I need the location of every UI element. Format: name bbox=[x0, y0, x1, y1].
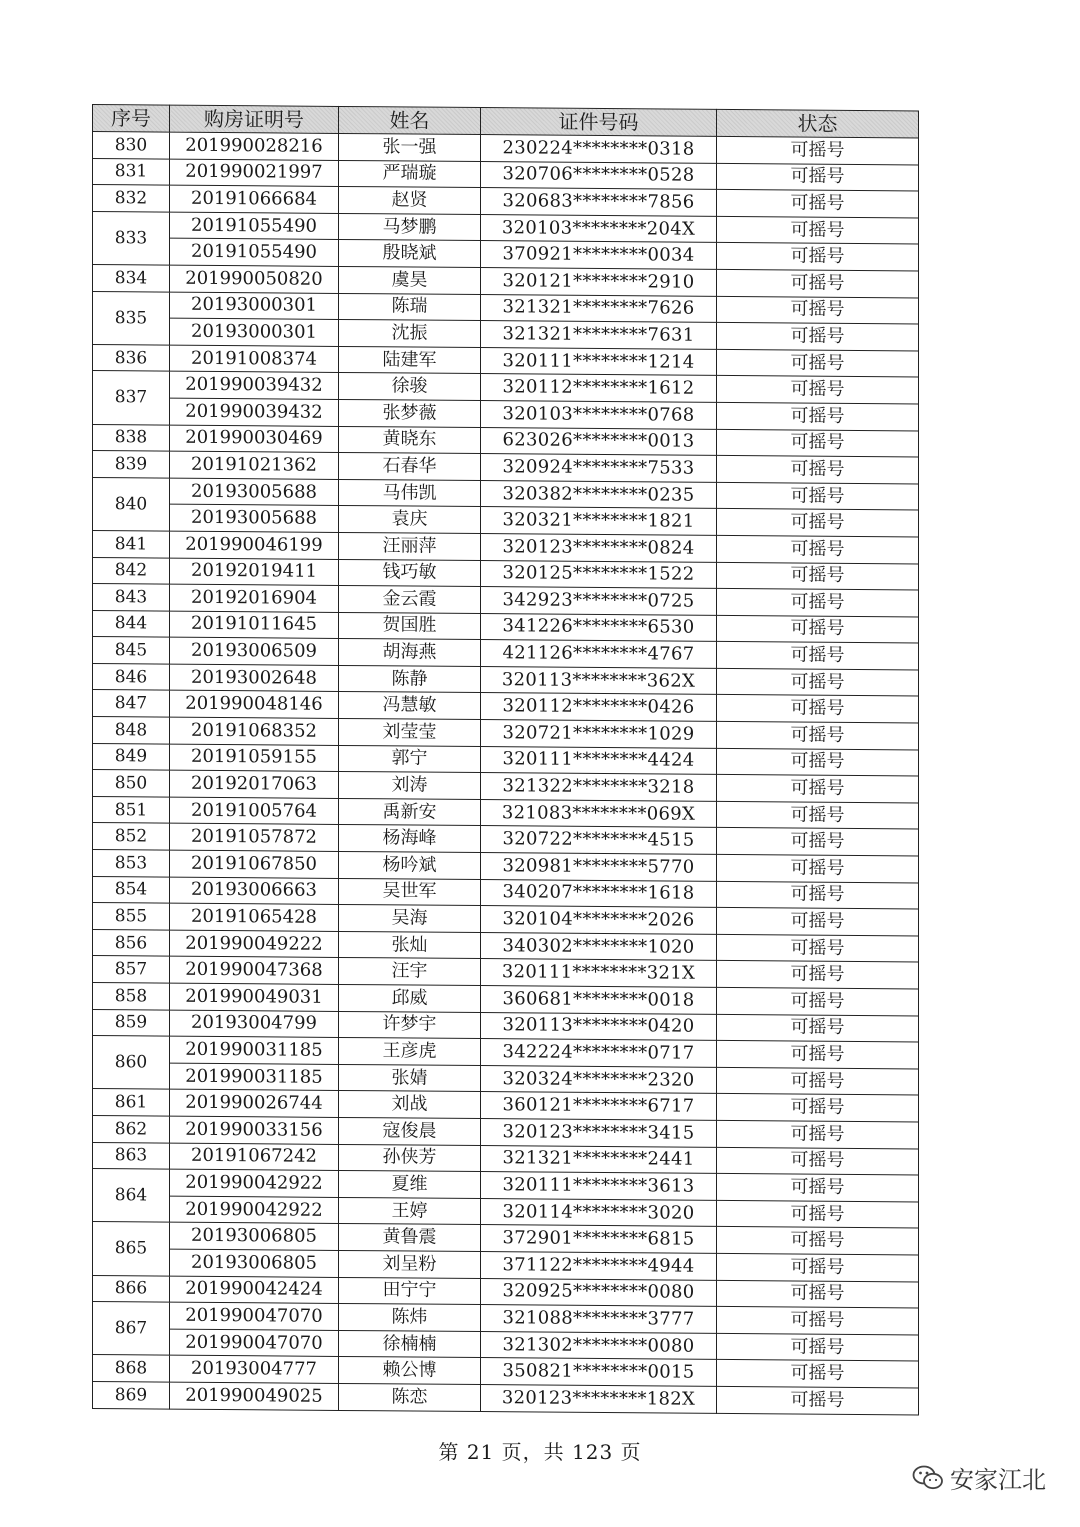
cell-cert-no: 201990047368 bbox=[170, 957, 339, 985]
cell-cert-no: 20193006805 bbox=[170, 1249, 339, 1277]
cell-cert-no: 20191011645 bbox=[170, 611, 339, 639]
cell-status: 可摇号 bbox=[717, 509, 919, 537]
header-seq: 序号 bbox=[93, 105, 170, 133]
cell-id-no: 320924********7533 bbox=[481, 454, 717, 482]
cell-status: 可摇号 bbox=[717, 775, 919, 803]
cell-name: 陈恋 bbox=[339, 1383, 481, 1411]
cell-seq: 853 bbox=[93, 850, 170, 877]
cell-id-no: 350821********0015 bbox=[481, 1358, 717, 1386]
cell-id-no: 342224********0717 bbox=[481, 1039, 717, 1067]
cell-name: 陆建军 bbox=[339, 346, 481, 374]
cell-id-no: 320114********3020 bbox=[481, 1198, 717, 1226]
cell-seq: 856 bbox=[93, 929, 170, 956]
cell-cert-no: 20191005764 bbox=[170, 797, 339, 825]
cell-cert-no: 20193004799 bbox=[170, 1010, 339, 1038]
cell-id-no: 320112********0426 bbox=[481, 693, 717, 721]
cell-status: 可摇号 bbox=[717, 1174, 919, 1202]
cell-status: 可摇号 bbox=[717, 588, 919, 616]
cell-name: 杨吟斌 bbox=[339, 851, 481, 879]
cell-cert-no: 201990042424 bbox=[170, 1276, 339, 1304]
applicant-table bbox=[92, 104, 919, 1415]
cell-id-no: 320706********0528 bbox=[481, 161, 717, 189]
cell-id-no: 360121********6717 bbox=[481, 1092, 717, 1120]
cell-cert-no: 201990039432 bbox=[170, 371, 339, 399]
cell-cert-no: 20191067242 bbox=[170, 1143, 339, 1171]
cell-id-no: 321322********3218 bbox=[481, 773, 717, 801]
cell-cert-no: 201990031185 bbox=[170, 1036, 339, 1064]
cell-seq: 859 bbox=[93, 1009, 170, 1036]
cell-id-no: 320125********1522 bbox=[481, 560, 717, 588]
cell-cert-no: 20191066684 bbox=[170, 185, 339, 213]
cell-status: 可摇号 bbox=[717, 216, 919, 244]
cell-status: 可摇号 bbox=[717, 695, 919, 723]
cell-seq: 860 bbox=[93, 1036, 170, 1090]
cell-name: 黄晓东 bbox=[339, 426, 481, 454]
cell-seq: 836 bbox=[93, 344, 170, 371]
cell-id-no: 320123********0824 bbox=[481, 533, 717, 561]
cell-cert-no: 20193000301 bbox=[170, 292, 339, 320]
cell-id-no: 320382********0235 bbox=[481, 480, 717, 508]
cell-cert-no: 201990049222 bbox=[170, 930, 339, 958]
cell-cert-no: 20193006805 bbox=[170, 1222, 339, 1250]
cell-cert-no: 201990046199 bbox=[170, 531, 339, 559]
cell-name: 禹新安 bbox=[339, 798, 481, 826]
wechat-icon bbox=[912, 1464, 944, 1492]
cell-name: 袁庆 bbox=[339, 506, 481, 534]
cell-id-no: 320111********1214 bbox=[481, 347, 717, 375]
cell-cert-no: 201990049025 bbox=[170, 1382, 339, 1410]
cell-status: 可摇号 bbox=[717, 642, 919, 670]
cell-status: 可摇号 bbox=[717, 402, 919, 430]
header-name: 姓名 bbox=[339, 106, 481, 134]
cell-cert-no: 201990042922 bbox=[170, 1196, 339, 1224]
cell-name: 黄鲁震 bbox=[339, 1224, 481, 1252]
cell-seq: 848 bbox=[93, 717, 170, 744]
table-row bbox=[93, 1381, 919, 1414]
cell-name: 孙侠芳 bbox=[339, 1144, 481, 1172]
cell-cert-no: 201990021997 bbox=[170, 159, 339, 187]
cell-status: 可摇号 bbox=[717, 243, 919, 271]
cell-name: 钱巧敏 bbox=[339, 559, 481, 587]
cell-cert-no: 20193006509 bbox=[170, 637, 339, 665]
cell-name: 吴海 bbox=[339, 905, 481, 933]
cell-seq: 831 bbox=[93, 158, 170, 185]
cell-name: 沈振 bbox=[339, 320, 481, 348]
cell-status: 可摇号 bbox=[717, 1227, 919, 1255]
cell-id-no: 623026********0013 bbox=[481, 427, 717, 455]
cell-id-no: 371122********4944 bbox=[481, 1251, 717, 1279]
cell-status: 可摇号 bbox=[717, 1360, 919, 1388]
header-id-no: 证件号码 bbox=[481, 108, 717, 137]
cell-id-no: 340302********1020 bbox=[481, 932, 717, 960]
cell-seq: 854 bbox=[93, 876, 170, 903]
cell-cert-no: 20191055490 bbox=[170, 212, 339, 240]
cell-seq: 863 bbox=[93, 1142, 170, 1169]
cell-cert-no: 20191057872 bbox=[170, 824, 339, 852]
cell-name: 吴世军 bbox=[339, 878, 481, 906]
cell-status: 可摇号 bbox=[717, 1307, 919, 1335]
cell-status: 可摇号 bbox=[717, 934, 919, 962]
cell-status: 可摇号 bbox=[717, 296, 919, 324]
cell-seq: 841 bbox=[93, 530, 170, 557]
cell-name: 王彦虎 bbox=[339, 1038, 481, 1066]
cell-id-no: 320103********204X bbox=[481, 214, 717, 242]
cell-status: 可摇号 bbox=[717, 1200, 919, 1228]
cell-name: 刘涛 bbox=[339, 772, 481, 800]
cell-name: 寇俊晨 bbox=[339, 1117, 481, 1145]
watermark-text: 安家江北 bbox=[950, 1466, 1046, 1494]
cell-id-no: 340207********1618 bbox=[481, 879, 717, 907]
cell-name: 张一强 bbox=[339, 133, 481, 161]
cell-id-no: 320121********2910 bbox=[481, 268, 717, 296]
cell-status: 可摇号 bbox=[717, 456, 919, 484]
cell-name: 王婷 bbox=[339, 1197, 481, 1225]
cell-status: 可摇号 bbox=[717, 721, 919, 749]
cell-seq: 852 bbox=[93, 823, 170, 850]
cell-seq: 845 bbox=[93, 637, 170, 664]
watermark bbox=[912, 1460, 1046, 1495]
cell-name: 邱威 bbox=[339, 984, 481, 1012]
cell-status: 可摇号 bbox=[717, 269, 919, 297]
cell-status: 可摇号 bbox=[717, 1147, 919, 1175]
cell-status: 可摇号 bbox=[717, 1253, 919, 1281]
cell-cert-no: 20192019411 bbox=[170, 558, 339, 586]
cell-cert-no: 20193006663 bbox=[170, 877, 339, 905]
cell-cert-no: 201990028216 bbox=[170, 132, 339, 160]
cell-status: 可摇号 bbox=[717, 1333, 919, 1361]
cell-name: 殷晓斌 bbox=[339, 240, 481, 268]
cell-status: 可摇号 bbox=[717, 615, 919, 643]
cell-cert-no: 20192016904 bbox=[170, 584, 339, 612]
cell-name: 郭宁 bbox=[339, 745, 481, 773]
cell-seq: 862 bbox=[93, 1115, 170, 1142]
cell-id-no: 321321********7626 bbox=[481, 294, 717, 322]
cell-seq: 844 bbox=[93, 610, 170, 637]
cell-status: 可摇号 bbox=[717, 349, 919, 377]
cell-seq: 840 bbox=[93, 477, 170, 531]
cell-name: 刘莹莹 bbox=[339, 718, 481, 746]
cell-id-no: 320981********5770 bbox=[481, 853, 717, 881]
cell-name: 马梦鹏 bbox=[339, 213, 481, 241]
cell-seq: 842 bbox=[93, 557, 170, 584]
table-body bbox=[93, 132, 919, 1415]
cell-cert-no: 20191021362 bbox=[170, 451, 339, 479]
cell-id-no: 320111********4424 bbox=[481, 746, 717, 774]
cell-name: 陈静 bbox=[339, 665, 481, 693]
cell-status: 可摇号 bbox=[717, 1067, 919, 1095]
cell-seq: 832 bbox=[93, 185, 170, 212]
cell-name: 胡海燕 bbox=[339, 639, 481, 667]
header-status: 状态 bbox=[717, 109, 919, 138]
cell-cert-no: 201990050820 bbox=[170, 265, 339, 293]
cell-status: 可摇号 bbox=[717, 1041, 919, 1069]
cell-name: 赵贤 bbox=[339, 187, 481, 215]
cell-status: 可摇号 bbox=[717, 1014, 919, 1042]
cell-status: 可摇号 bbox=[717, 668, 919, 696]
cell-cert-no: 201990042922 bbox=[170, 1169, 339, 1197]
cell-seq: 847 bbox=[93, 690, 170, 717]
cell-name: 张梦薇 bbox=[339, 399, 481, 427]
cell-cert-no: 20191059155 bbox=[170, 744, 339, 772]
cell-status: 可摇号 bbox=[717, 1280, 919, 1308]
cell-id-no: 320104********2026 bbox=[481, 906, 717, 934]
cell-name: 马伟凯 bbox=[339, 479, 481, 507]
cell-seq: 843 bbox=[93, 584, 170, 611]
cell-id-no: 320113********362X bbox=[481, 666, 717, 694]
cell-status: 可摇号 bbox=[717, 961, 919, 989]
cell-status: 可摇号 bbox=[717, 1386, 919, 1414]
cell-cert-no: 201990030469 bbox=[170, 425, 339, 453]
cell-name: 张婧 bbox=[339, 1064, 481, 1092]
cell-status: 可摇号 bbox=[717, 376, 919, 404]
cell-name: 金云霞 bbox=[339, 586, 481, 614]
cell-status: 可摇号 bbox=[717, 163, 919, 191]
cell-cert-no: 201990048146 bbox=[170, 691, 339, 719]
cell-name: 陈瑞 bbox=[339, 293, 481, 321]
cell-cert-no: 201990047070 bbox=[170, 1329, 339, 1357]
cell-name: 汪丽萍 bbox=[339, 532, 481, 560]
cell-id-no: 360681********0018 bbox=[481, 986, 717, 1014]
cell-id-no: 321321********2441 bbox=[481, 1145, 717, 1173]
cell-id-no: 370921********0034 bbox=[481, 241, 717, 269]
cell-cert-no: 20191055490 bbox=[170, 238, 339, 266]
cell-seq: 867 bbox=[93, 1302, 170, 1356]
cell-cert-no: 201990031185 bbox=[170, 1063, 339, 1091]
cell-status: 可摇号 bbox=[717, 562, 919, 590]
cell-name: 严瑞璇 bbox=[339, 160, 481, 188]
cell-cert-no: 20193005688 bbox=[170, 478, 339, 506]
cell-status: 可摇号 bbox=[717, 908, 919, 936]
cell-id-no: 320112********1612 bbox=[481, 374, 717, 402]
cell-cert-no: 20193005688 bbox=[170, 504, 339, 532]
cell-seq: 835 bbox=[93, 291, 170, 345]
cell-id-no: 320721********1029 bbox=[481, 720, 717, 748]
cell-id-no: 320925********0080 bbox=[481, 1278, 717, 1306]
cell-cert-no: 20191065428 bbox=[170, 903, 339, 931]
cell-cert-no: 20193004777 bbox=[170, 1355, 339, 1383]
cell-seq: 846 bbox=[93, 663, 170, 690]
cell-id-no: 321302********0080 bbox=[481, 1331, 717, 1359]
cell-seq: 869 bbox=[93, 1381, 170, 1408]
cell-seq: 855 bbox=[93, 903, 170, 930]
cell-name: 贺国胜 bbox=[339, 612, 481, 640]
cell-status: 可摇号 bbox=[717, 801, 919, 829]
cell-seq: 861 bbox=[93, 1089, 170, 1116]
cell-id-no: 320111********321X bbox=[481, 959, 717, 987]
header-cert-no: 购房证明号 bbox=[170, 105, 339, 133]
cell-seq: 834 bbox=[93, 264, 170, 291]
cell-name: 徐楠楠 bbox=[339, 1330, 481, 1358]
cell-id-no: 320722********4515 bbox=[481, 826, 717, 854]
cell-id-no: 320123********182X bbox=[481, 1384, 717, 1412]
cell-cert-no: 20193002648 bbox=[170, 664, 339, 692]
cell-name: 赖公博 bbox=[339, 1357, 481, 1385]
cell-status: 可摇号 bbox=[717, 482, 919, 510]
cell-cert-no: 201990047070 bbox=[170, 1302, 339, 1330]
cell-status: 可摇号 bbox=[717, 190, 919, 218]
cell-seq: 865 bbox=[93, 1222, 170, 1276]
cell-cert-no: 20191008374 bbox=[170, 345, 339, 373]
cell-status: 可摇号 bbox=[717, 1120, 919, 1148]
cell-seq: 850 bbox=[93, 770, 170, 797]
cell-seq: 868 bbox=[93, 1355, 170, 1382]
cell-id-no: 320111********3613 bbox=[481, 1172, 717, 1200]
cell-id-no: 342923********0725 bbox=[481, 587, 717, 615]
cell-seq: 830 bbox=[93, 132, 170, 159]
cell-cert-no: 201990039432 bbox=[170, 398, 339, 426]
cell-name: 刘战 bbox=[339, 1091, 481, 1119]
cell-seq: 849 bbox=[93, 743, 170, 770]
cell-name: 夏维 bbox=[339, 1171, 481, 1199]
cell-cert-no: 20193000301 bbox=[170, 318, 339, 346]
cell-seq: 839 bbox=[93, 451, 170, 478]
cell-seq: 858 bbox=[93, 983, 170, 1010]
cell-id-no: 372901********6815 bbox=[481, 1225, 717, 1253]
cell-name: 冯慧敏 bbox=[339, 692, 481, 720]
cell-status: 可摇号 bbox=[717, 1094, 919, 1122]
cell-seq: 864 bbox=[93, 1169, 170, 1223]
cell-seq: 838 bbox=[93, 424, 170, 451]
cell-status: 可摇号 bbox=[717, 535, 919, 563]
cell-id-no: 321088********3777 bbox=[481, 1305, 717, 1333]
cell-id-no: 421126********4767 bbox=[481, 640, 717, 668]
cell-name: 田宁宁 bbox=[339, 1277, 481, 1305]
cell-name: 张灿 bbox=[339, 931, 481, 959]
cell-cert-no: 201990033156 bbox=[170, 1116, 339, 1144]
cell-seq: 866 bbox=[93, 1275, 170, 1302]
cell-name: 虞昊 bbox=[339, 266, 481, 294]
cell-seq: 857 bbox=[93, 956, 170, 983]
cell-id-no: 320123********3415 bbox=[481, 1119, 717, 1147]
cell-name: 许梦宇 bbox=[339, 1011, 481, 1039]
cell-name: 徐骏 bbox=[339, 373, 481, 401]
cell-name: 杨海峰 bbox=[339, 825, 481, 853]
cell-status: 可摇号 bbox=[717, 987, 919, 1015]
page-footer: 第 21 页，共 123 页 bbox=[438, 1440, 642, 1464]
cell-status: 可摇号 bbox=[717, 881, 919, 909]
cell-cert-no: 201990026744 bbox=[170, 1089, 339, 1117]
cell-seq: 833 bbox=[93, 211, 170, 265]
cell-id-no: 320324********2320 bbox=[481, 1065, 717, 1093]
cell-id-no: 321083********069X bbox=[481, 799, 717, 827]
cell-status: 可摇号 bbox=[717, 828, 919, 856]
cell-status: 可摇号 bbox=[717, 854, 919, 882]
cell-cert-no: 20192017063 bbox=[170, 770, 339, 798]
cell-seq: 837 bbox=[93, 371, 170, 425]
cell-cert-no: 20191067850 bbox=[170, 850, 339, 878]
cell-name: 刘呈粉 bbox=[339, 1250, 481, 1278]
cell-cert-no: 20191068352 bbox=[170, 717, 339, 745]
cell-name: 石春华 bbox=[339, 453, 481, 481]
cell-id-no: 320683********7856 bbox=[481, 188, 717, 216]
cell-id-no: 320321********1821 bbox=[481, 507, 717, 535]
cell-id-no: 320113********0420 bbox=[481, 1012, 717, 1040]
cell-name: 汪宇 bbox=[339, 958, 481, 986]
cell-status: 可摇号 bbox=[717, 323, 919, 351]
cell-id-no: 230224********0318 bbox=[481, 135, 717, 163]
cell-status: 可摇号 bbox=[717, 429, 919, 457]
cell-status: 可摇号 bbox=[717, 136, 919, 164]
cell-id-no: 321321********7631 bbox=[481, 321, 717, 349]
cell-name: 陈炜 bbox=[339, 1304, 481, 1332]
cell-status: 可摇号 bbox=[717, 748, 919, 776]
cell-id-no: 320103********0768 bbox=[481, 400, 717, 428]
cell-seq: 851 bbox=[93, 796, 170, 823]
cell-cert-no: 201990049031 bbox=[170, 983, 339, 1011]
cell-id-no: 341226********6530 bbox=[481, 613, 717, 641]
